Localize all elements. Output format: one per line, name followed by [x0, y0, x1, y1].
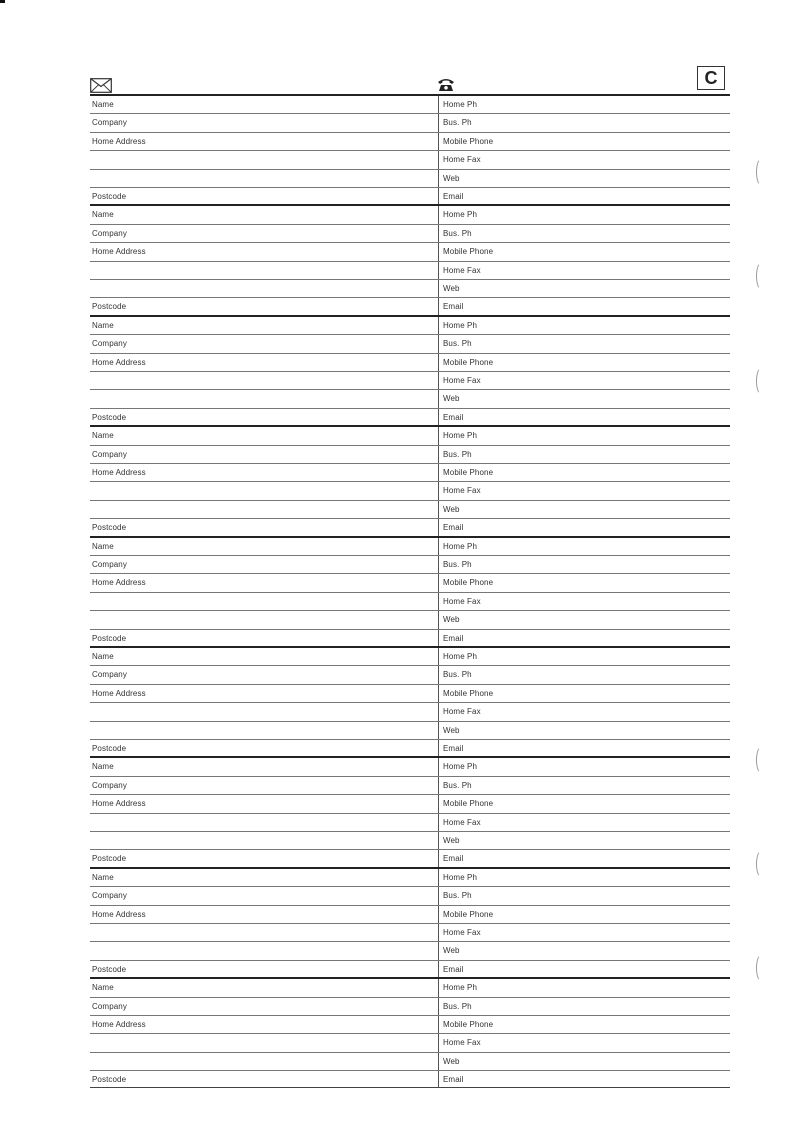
left-field-row[interactable]: [90, 1034, 438, 1052]
right-field-row[interactable]: [438, 924, 730, 942]
field-label: Mobile Phone: [443, 467, 494, 477]
left-field-row[interactable]: [90, 1071, 438, 1089]
left-field-row[interactable]: [90, 390, 438, 408]
field-label: Web: [443, 1056, 460, 1066]
field-label: Postcode: [92, 633, 127, 643]
right-field-row[interactable]: [438, 832, 730, 850]
right-field-row[interactable]: [438, 427, 730, 445]
right-field-row[interactable]: [438, 280, 730, 298]
contact-entry: [90, 536, 730, 646]
field-label: Web: [443, 615, 460, 625]
field-label: Web: [443, 725, 460, 735]
field-label: Name: [92, 762, 114, 772]
left-field-row[interactable]: [90, 1053, 438, 1071]
left-field-row[interactable]: [90, 814, 438, 832]
field-label: Bus. Ph: [443, 228, 472, 238]
left-field-row[interactable]: [90, 482, 438, 500]
field-label: Postcode: [92, 523, 127, 533]
field-label: Home Fax: [443, 375, 481, 385]
right-field-row[interactable]: [438, 648, 730, 666]
field-label: Home Ph: [443, 210, 478, 220]
field-label: Bus. Ph: [443, 449, 472, 459]
field-label: Mobile Phone: [443, 688, 494, 698]
right-field-row[interactable]: [438, 114, 730, 132]
contact-entry: [90, 756, 730, 866]
left-field-row[interactable]: [90, 611, 438, 629]
field-label: Home Ph: [443, 541, 478, 551]
field-label: Bus. Ph: [443, 559, 472, 569]
field-label: Home Ph: [443, 872, 478, 882]
field-label: Bus. Ph: [443, 1001, 472, 1011]
field-label: Home Fax: [443, 927, 481, 937]
field-label: Postcode: [92, 964, 127, 974]
right-field-row[interactable]: [438, 170, 730, 188]
left-field-row[interactable]: [90, 427, 438, 445]
field-label: Company: [92, 118, 127, 128]
field-label: Web: [443, 283, 460, 293]
field-label: Home Address: [92, 578, 146, 588]
field-label: Postcode: [92, 854, 127, 864]
field-label: Name: [92, 983, 114, 993]
contact-entry: [90, 646, 730, 756]
left-field-row[interactable]: [90, 206, 438, 224]
right-field-row[interactable]: [438, 795, 730, 813]
field-label: Email: [443, 854, 464, 864]
right-field-row[interactable]: [438, 96, 730, 114]
right-field-row[interactable]: [438, 464, 730, 482]
field-label: Company: [92, 559, 127, 569]
left-field-row[interactable]: [90, 335, 438, 353]
field-label: Bus. Ph: [443, 339, 472, 349]
field-label: Web: [443, 173, 460, 183]
right-field-row[interactable]: [438, 501, 730, 519]
field-label: Bus. Ph: [443, 780, 472, 790]
left-field-row[interactable]: [90, 593, 438, 611]
field-label: Home Address: [92, 909, 146, 919]
field-label: Email: [443, 1075, 464, 1085]
field-label: Company: [92, 228, 127, 238]
field-label: Home Ph: [443, 320, 478, 330]
field-label: Postcode: [92, 302, 127, 312]
binder-hole-mark: [756, 158, 767, 186]
left-field-row[interactable]: [90, 795, 438, 813]
left-field-row[interactable]: [90, 887, 438, 905]
field-label: Web: [443, 835, 460, 845]
right-field-row[interactable]: [438, 887, 730, 905]
left-field-row[interactable]: [90, 446, 438, 464]
field-label: Home Fax: [443, 707, 481, 717]
field-label: Home Address: [92, 247, 146, 257]
left-field-row[interactable]: [90, 243, 438, 261]
field-label: Email: [443, 412, 464, 422]
right-field-row[interactable]: [438, 556, 730, 574]
index-letter-tab[interactable]: C: [697, 66, 725, 90]
field-label: Company: [92, 449, 127, 459]
field-label: Company: [92, 670, 127, 680]
right-field-row[interactable]: [438, 133, 730, 151]
right-field-row[interactable]: [438, 354, 730, 372]
page-header: [90, 66, 725, 94]
left-field-row[interactable]: [90, 979, 438, 997]
field-label: Home Fax: [443, 817, 481, 827]
field-label: Email: [443, 633, 464, 643]
left-field-row[interactable]: [90, 170, 438, 188]
field-label: Bus. Ph: [443, 118, 472, 128]
left-field-row[interactable]: [90, 372, 438, 390]
binder-hole-mark: [756, 954, 767, 982]
field-label: Email: [443, 523, 464, 533]
field-label: Mobile Phone: [443, 247, 494, 257]
contact-entry: [90, 867, 730, 977]
right-field-row[interactable]: [438, 151, 730, 169]
contact-entry: [90, 94, 730, 204]
field-label: Mobile Phone: [443, 578, 494, 588]
left-field-row[interactable]: [90, 538, 438, 556]
envelope-icon: [90, 78, 112, 93]
binder-hole-mark: [756, 850, 767, 878]
right-field-row[interactable]: [438, 1034, 730, 1052]
right-field-row[interactable]: [438, 998, 730, 1016]
field-label: Home Fax: [443, 155, 481, 165]
right-field-row[interactable]: [438, 446, 730, 464]
field-label: Name: [92, 541, 114, 551]
field-label: Company: [92, 339, 127, 349]
right-field-row[interactable]: [438, 1071, 730, 1089]
field-label: Home Address: [92, 467, 146, 477]
left-field-row[interactable]: [90, 722, 438, 740]
field-label: Home Ph: [443, 983, 478, 993]
field-label: Mobile Phone: [443, 799, 494, 809]
right-field-row[interactable]: [438, 593, 730, 611]
field-label: Company: [92, 780, 127, 790]
right-field-row[interactable]: [438, 1016, 730, 1034]
field-label: Name: [92, 651, 114, 661]
field-label: Name: [92, 210, 114, 220]
field-label: Home Ph: [443, 651, 478, 661]
contact-entries: [90, 94, 730, 1088]
left-field-row[interactable]: [90, 648, 438, 666]
contact-entry: [90, 425, 730, 535]
right-field-row[interactable]: [438, 574, 730, 592]
scan-mark: [0, 0, 5, 3]
left-field-row[interactable]: [90, 777, 438, 795]
field-label: Home Address: [92, 1019, 146, 1029]
field-label: Mobile Phone: [443, 1019, 494, 1029]
left-field-row[interactable]: [90, 703, 438, 721]
right-field-row[interactable]: [438, 317, 730, 335]
field-label: Company: [92, 891, 127, 901]
left-field-row[interactable]: [90, 262, 438, 280]
field-label: Home Fax: [443, 596, 481, 606]
left-field-row[interactable]: [90, 280, 438, 298]
right-field-row[interactable]: [438, 942, 730, 960]
binder-hole-mark: [756, 262, 767, 290]
binder-hole-mark: [756, 367, 767, 395]
field-label: Postcode: [92, 192, 127, 201]
left-field-row[interactable]: [90, 464, 438, 482]
field-label: Home Address: [92, 799, 146, 809]
field-label: Email: [443, 192, 464, 201]
left-field-row[interactable]: [90, 924, 438, 942]
field-label: Mobile Phone: [443, 909, 494, 919]
right-field-row[interactable]: [438, 262, 730, 280]
left-field-row[interactable]: [90, 225, 438, 243]
left-field-row[interactable]: [90, 556, 438, 574]
field-label: Name: [92, 320, 114, 330]
right-field-row[interactable]: [438, 206, 730, 224]
right-field-row[interactable]: [438, 703, 730, 721]
field-label: Mobile Phone: [443, 357, 494, 367]
right-field-row[interactable]: [438, 722, 730, 740]
left-field-row[interactable]: [90, 96, 438, 114]
field-label: Email: [443, 964, 464, 974]
left-field-row[interactable]: [90, 114, 438, 132]
right-field-row[interactable]: [438, 777, 730, 795]
field-label: Home Ph: [443, 762, 478, 772]
right-field-row[interactable]: [438, 666, 730, 684]
field-label: Home Address: [92, 357, 146, 367]
right-field-row[interactable]: [438, 758, 730, 776]
field-label: Postcode: [92, 412, 127, 422]
field-label: Postcode: [92, 1075, 127, 1085]
field-label: Email: [443, 743, 464, 753]
right-field-row[interactable]: [438, 869, 730, 887]
field-label: Home Fax: [443, 265, 481, 275]
left-field-row[interactable]: [90, 151, 438, 169]
right-field-row[interactable]: [438, 482, 730, 500]
field-label: Home Ph: [443, 431, 478, 441]
telephone-icon: [437, 77, 455, 92]
field-label: Mobile Phone: [443, 136, 494, 146]
right-field-row[interactable]: [438, 335, 730, 353]
left-field-row[interactable]: [90, 685, 438, 703]
left-field-row[interactable]: [90, 1016, 438, 1034]
right-field-row[interactable]: [438, 611, 730, 629]
field-label: Name: [92, 100, 114, 109]
left-field-row[interactable]: [90, 666, 438, 684]
left-field-row[interactable]: [90, 354, 438, 372]
field-label: Web: [443, 394, 460, 404]
left-field-row[interactable]: [90, 942, 438, 960]
field-label: Home Address: [92, 688, 146, 698]
field-label: Home Fax: [443, 1038, 481, 1048]
field-label: Bus. Ph: [443, 670, 472, 680]
field-label: Home Fax: [443, 486, 481, 496]
contact-entry: [90, 977, 730, 1087]
field-label: Web: [443, 504, 460, 514]
right-field-row[interactable]: [438, 685, 730, 703]
binder-hole-mark: [756, 746, 767, 774]
field-label: Web: [443, 946, 460, 956]
field-label: Email: [443, 302, 464, 312]
left-field-row[interactable]: [90, 133, 438, 151]
contact-entry: [90, 315, 730, 425]
field-label: Bus. Ph: [443, 891, 472, 901]
field-label: Company: [92, 1001, 127, 1011]
left-field-row[interactable]: [90, 832, 438, 850]
right-field-row[interactable]: [438, 538, 730, 556]
field-label: Postcode: [92, 743, 127, 753]
left-field-row[interactable]: [90, 758, 438, 776]
left-field-row[interactable]: [90, 998, 438, 1016]
left-field-row[interactable]: [90, 574, 438, 592]
left-field-row[interactable]: [90, 906, 438, 924]
right-field-row[interactable]: [438, 814, 730, 832]
field-label: Home Address: [92, 136, 146, 146]
right-field-row[interactable]: [438, 372, 730, 390]
right-field-row[interactable]: [438, 906, 730, 924]
right-field-row[interactable]: [438, 390, 730, 408]
left-field-row[interactable]: [90, 317, 438, 335]
right-field-row[interactable]: [438, 243, 730, 261]
right-field-row[interactable]: [438, 225, 730, 243]
right-field-row[interactable]: [438, 1053, 730, 1071]
field-label: Name: [92, 431, 114, 441]
field-label: Name: [92, 872, 114, 882]
left-field-row[interactable]: [90, 501, 438, 519]
right-field-row[interactable]: [438, 979, 730, 997]
field-label: Home Ph: [443, 100, 478, 109]
left-field-row[interactable]: [90, 869, 438, 887]
contact-entry: [90, 204, 730, 314]
